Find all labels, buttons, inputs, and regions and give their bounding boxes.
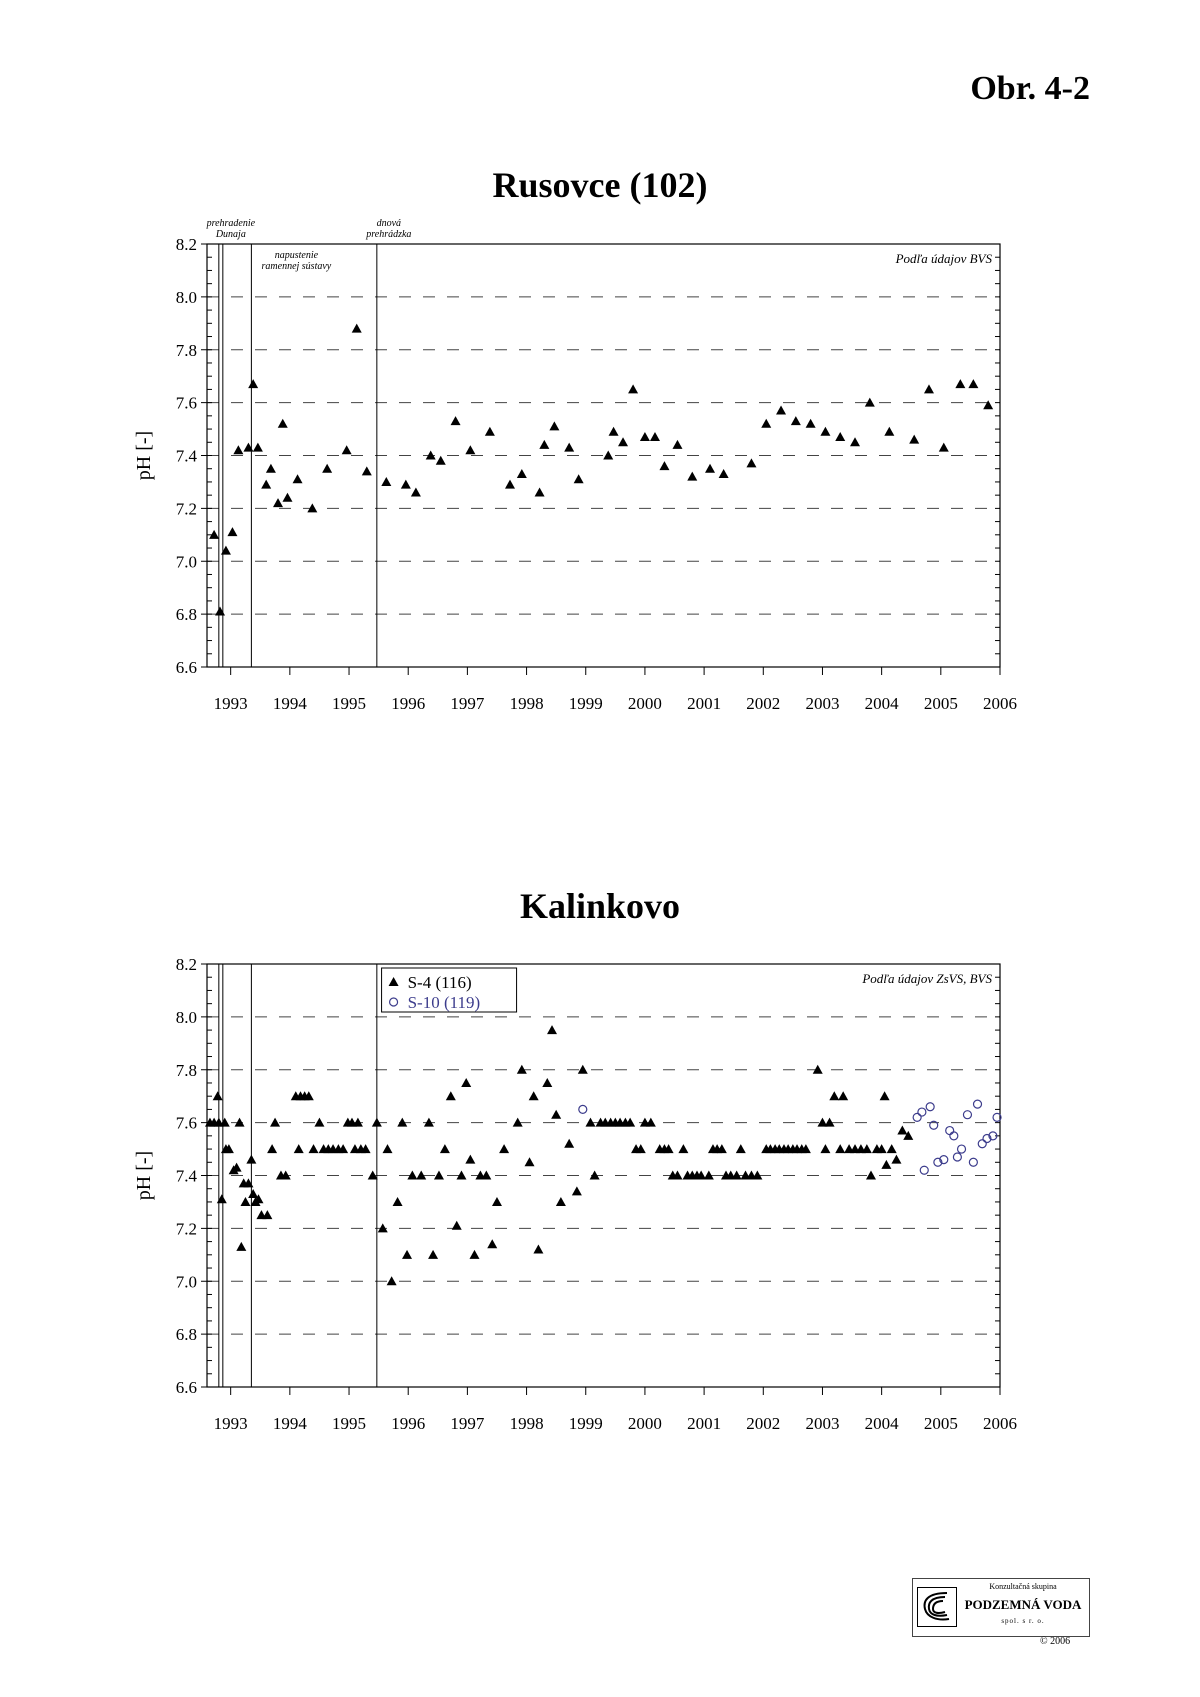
data-point-s-4-116 bbox=[891, 1155, 901, 1164]
data-point-rusovce-102 bbox=[761, 419, 771, 428]
y-axis-label: pH [-] bbox=[133, 1150, 155, 1201]
data-point-s-4-116 bbox=[572, 1186, 582, 1195]
data-point-rusovce-102 bbox=[806, 419, 816, 428]
event-label: dnová bbox=[376, 218, 402, 229]
company-logo-name: PODZEMNÁ VODA bbox=[964, 1597, 1082, 1612]
data-point-rusovce-102 bbox=[465, 445, 475, 454]
data-point-rusovce-102 bbox=[705, 464, 715, 473]
data-point-s-10-119 bbox=[918, 1108, 926, 1116]
x-tick-label: 2000 bbox=[627, 1414, 662, 1433]
chart-kalinkovo bbox=[0, 940, 1200, 1500]
data-point-rusovce-102 bbox=[835, 432, 845, 441]
x-tick-label: 1996 bbox=[391, 1414, 426, 1433]
y-tick-label: 7.6 bbox=[175, 393, 197, 413]
data-point-rusovce-102 bbox=[233, 445, 243, 454]
data-point-rusovce-102 bbox=[820, 427, 830, 436]
data-point-s-4-116 bbox=[492, 1197, 502, 1206]
data-point-rusovce-102 bbox=[983, 400, 993, 409]
data-point-rusovce-102 bbox=[227, 527, 237, 536]
chart-title-kalinkovo: Kalinkovo bbox=[519, 886, 681, 926]
data-point-s-10-119 bbox=[963, 1111, 971, 1119]
data-point-rusovce-102 bbox=[924, 384, 934, 393]
chart-rusovce bbox=[0, 220, 1200, 780]
x-tick-label: 1998 bbox=[509, 1414, 544, 1433]
data-point-s-4-116 bbox=[880, 1091, 890, 1100]
data-point-rusovce-102 bbox=[261, 480, 271, 489]
data-point-s-4-116 bbox=[434, 1171, 444, 1180]
data-point-rusovce-102 bbox=[628, 384, 638, 393]
data-point-rusovce-102 bbox=[293, 474, 303, 483]
data-point-s-4-116 bbox=[487, 1239, 497, 1248]
data-point-rusovce-102 bbox=[640, 432, 650, 441]
source-note: Podľa údajov BVS bbox=[895, 251, 992, 266]
y-tick-label: 7.4 bbox=[175, 1166, 197, 1186]
data-point-s-4-116 bbox=[446, 1091, 456, 1100]
x-tick-label: 1997 bbox=[450, 1414, 485, 1433]
y-tick-label: 8.0 bbox=[175, 287, 197, 307]
data-point-s-4-116 bbox=[461, 1078, 471, 1087]
data-point-s-10-119 bbox=[913, 1113, 921, 1121]
data-point-s-4-116 bbox=[556, 1197, 566, 1206]
x-tick-label: 2006 bbox=[983, 694, 1017, 713]
data-point-rusovce-102 bbox=[266, 464, 276, 473]
data-point-s-4-116 bbox=[452, 1221, 462, 1230]
event-label: napustenie bbox=[274, 250, 319, 261]
x-tick-label: 2005 bbox=[923, 694, 958, 713]
data-point-s-10-119 bbox=[920, 1166, 928, 1174]
x-tick-label: 2001 bbox=[687, 1414, 722, 1433]
x-tick-label: 1994 bbox=[272, 694, 307, 713]
data-point-s-4-116 bbox=[246, 1155, 256, 1164]
data-point-s-4-116 bbox=[213, 1091, 223, 1100]
data-point-s-4-116 bbox=[542, 1078, 552, 1087]
data-point-s-4-116 bbox=[267, 1144, 277, 1153]
data-point-rusovce-102 bbox=[746, 458, 756, 467]
y-tick-label: 8.2 bbox=[175, 955, 197, 974]
y-tick-label: 7.8 bbox=[175, 1060, 197, 1080]
data-point-s-4-116 bbox=[887, 1144, 897, 1153]
data-point-s-4-116 bbox=[678, 1144, 688, 1153]
data-point-rusovce-102 bbox=[549, 421, 559, 430]
y-tick-label: 7.4 bbox=[175, 446, 197, 466]
data-point-s-4-116 bbox=[578, 1065, 588, 1074]
event-label: Dunaja bbox=[215, 229, 246, 240]
data-point-rusovce-102 bbox=[618, 437, 628, 446]
data-point-rusovce-102 bbox=[574, 474, 584, 483]
data-point-rusovce-102 bbox=[215, 606, 225, 615]
data-point-s-4-116 bbox=[564, 1139, 574, 1148]
x-tick-label: 2001 bbox=[687, 694, 722, 713]
data-point-s-4-116 bbox=[387, 1276, 397, 1285]
data-point-rusovce-102 bbox=[278, 419, 288, 428]
x-tick-label: 2004 bbox=[864, 694, 899, 713]
data-point-s-4-116 bbox=[294, 1144, 304, 1153]
data-point-rusovce-102 bbox=[884, 427, 894, 436]
data-point-s-4-116 bbox=[551, 1110, 561, 1119]
data-point-s-4-116 bbox=[829, 1091, 839, 1100]
data-point-s-4-116 bbox=[897, 1126, 907, 1135]
y-tick-label: 6.6 bbox=[175, 1378, 197, 1397]
data-point-s-4-116 bbox=[835, 1144, 845, 1153]
data-point-s-4-116 bbox=[217, 1194, 227, 1203]
y-tick-label: 7.0 bbox=[175, 552, 197, 572]
data-point-s-4-116 bbox=[469, 1250, 479, 1259]
x-tick-label: 1996 bbox=[391, 694, 426, 713]
legend-label: S-10 (119) bbox=[407, 993, 481, 1012]
data-point-s-10-119 bbox=[950, 1132, 958, 1140]
data-point-rusovce-102 bbox=[352, 324, 362, 333]
data-point-rusovce-102 bbox=[322, 464, 332, 473]
x-tick-label: 2000 bbox=[627, 694, 662, 713]
data-point-rusovce-102 bbox=[248, 379, 258, 388]
data-point-s-10-119 bbox=[974, 1100, 982, 1108]
x-tick-label: 1995 bbox=[332, 694, 367, 713]
data-point-rusovce-102 bbox=[909, 435, 919, 444]
data-point-s-4-116 bbox=[866, 1171, 876, 1180]
data-point-s-4-116 bbox=[248, 1189, 258, 1198]
data-point-rusovce-102 bbox=[955, 379, 965, 388]
data-point-s-4-116 bbox=[465, 1155, 475, 1164]
data-point-rusovce-102 bbox=[253, 443, 263, 452]
data-point-rusovce-102 bbox=[362, 466, 372, 475]
company-logo bbox=[912, 1578, 1090, 1637]
data-point-s-4-116 bbox=[440, 1144, 450, 1153]
y-tick-label: 7.0 bbox=[175, 1272, 197, 1292]
x-tick-label: 2003 bbox=[805, 1414, 840, 1433]
event-label: ramennej sústavy bbox=[261, 261, 332, 272]
data-point-s-4-116 bbox=[428, 1250, 438, 1259]
x-tick-label: 2003 bbox=[805, 694, 840, 713]
x-tick-label: 2005 bbox=[923, 1414, 958, 1433]
data-point-s-4-116 bbox=[838, 1091, 848, 1100]
data-point-rusovce-102 bbox=[939, 443, 949, 452]
x-tick-label: 2002 bbox=[746, 1414, 781, 1433]
y-tick-label: 7.2 bbox=[175, 1219, 197, 1239]
y-tick-label: 6.8 bbox=[175, 1325, 197, 1345]
data-point-s-4-116 bbox=[499, 1144, 509, 1153]
data-point-rusovce-102 bbox=[485, 427, 495, 436]
x-tick-label: 2004 bbox=[864, 1414, 899, 1433]
y-tick-label: 7.2 bbox=[175, 499, 197, 519]
data-point-rusovce-102 bbox=[603, 451, 613, 460]
data-point-s-10-119 bbox=[953, 1153, 961, 1161]
legend-label: S-4 (116) bbox=[407, 973, 472, 992]
company-logo-subtitle: Konzultačná skupina bbox=[989, 1582, 1057, 1591]
data-point-s-4-116 bbox=[736, 1144, 746, 1153]
y-tick-label: 6.8 bbox=[175, 605, 197, 625]
data-point-s-4-116 bbox=[525, 1157, 535, 1166]
data-point-s-4-116 bbox=[529, 1091, 539, 1100]
x-tick-label: 1994 bbox=[272, 1414, 307, 1433]
figure-number: Obr. 4-2 bbox=[970, 70, 1090, 107]
data-point-rusovce-102 bbox=[609, 427, 619, 436]
x-tick-label: 1995 bbox=[332, 1414, 367, 1433]
data-point-rusovce-102 bbox=[505, 480, 515, 489]
data-point-rusovce-102 bbox=[517, 469, 527, 478]
data-point-rusovce-102 bbox=[564, 443, 574, 452]
data-point-rusovce-102 bbox=[401, 480, 411, 489]
data-point-s-4-116 bbox=[820, 1144, 830, 1153]
data-point-rusovce-102 bbox=[539, 440, 549, 449]
data-point-rusovce-102 bbox=[791, 416, 801, 425]
y-tick-label: 8.2 bbox=[175, 235, 197, 254]
data-point-rusovce-102 bbox=[381, 477, 391, 486]
company-logo-icon bbox=[917, 1587, 957, 1627]
data-point-rusovce-102 bbox=[243, 443, 253, 452]
data-point-rusovce-102 bbox=[411, 488, 421, 497]
y-tick-label: 6.6 bbox=[175, 658, 197, 677]
company-logo-spol: spol. s r. o. bbox=[1001, 1617, 1045, 1625]
x-tick-label: 2006 bbox=[983, 1414, 1017, 1433]
copyright-note: © 2006 bbox=[1040, 1636, 1071, 1647]
x-tick-label: 1999 bbox=[568, 694, 603, 713]
data-point-rusovce-102 bbox=[719, 469, 729, 478]
x-tick-label: 1999 bbox=[568, 1414, 603, 1433]
x-tick-label: 1998 bbox=[509, 694, 544, 713]
y-tick-label: 7.6 bbox=[175, 1113, 197, 1133]
data-point-rusovce-102 bbox=[282, 493, 292, 502]
data-point-s-10-119 bbox=[969, 1158, 977, 1166]
data-point-rusovce-102 bbox=[968, 379, 978, 388]
data-point-s-10-119 bbox=[926, 1103, 934, 1111]
data-point-rusovce-102 bbox=[672, 440, 682, 449]
data-point-s-4-116 bbox=[402, 1250, 412, 1259]
data-point-s-10-119 bbox=[958, 1145, 966, 1153]
data-point-rusovce-102 bbox=[273, 498, 283, 507]
data-point-s-4-116 bbox=[240, 1197, 250, 1206]
data-point-s-4-116 bbox=[314, 1118, 324, 1127]
data-point-s-4-116 bbox=[881, 1160, 891, 1169]
data-point-s-4-116 bbox=[309, 1144, 319, 1153]
data-point-s-4-116 bbox=[533, 1245, 543, 1254]
data-point-s-4-116 bbox=[393, 1197, 403, 1206]
event-label: prehrádzka bbox=[366, 229, 412, 240]
data-point-s-10-119 bbox=[579, 1105, 587, 1113]
x-tick-label: 1993 bbox=[213, 694, 248, 713]
y-tick-label: 7.8 bbox=[175, 340, 197, 360]
data-point-rusovce-102 bbox=[659, 461, 669, 470]
data-point-rusovce-102 bbox=[687, 472, 697, 481]
data-point-rusovce-102 bbox=[342, 445, 352, 454]
y-axis-label: pH [-] bbox=[133, 430, 155, 481]
data-point-s-10-119 bbox=[946, 1127, 954, 1135]
data-point-rusovce-102 bbox=[535, 488, 545, 497]
data-point-rusovce-102 bbox=[850, 437, 860, 446]
x-tick-label: 2002 bbox=[746, 694, 781, 713]
data-point-rusovce-102 bbox=[776, 406, 786, 415]
data-point-s-4-116 bbox=[382, 1144, 392, 1153]
x-tick-label: 1993 bbox=[213, 1414, 248, 1433]
data-point-s-4-116 bbox=[270, 1118, 280, 1127]
y-tick-label: 8.0 bbox=[175, 1007, 197, 1027]
data-point-rusovce-102 bbox=[451, 416, 461, 425]
x-tick-label: 1997 bbox=[450, 694, 485, 713]
data-point-s-4-116 bbox=[236, 1242, 246, 1251]
data-point-s-10-119 bbox=[978, 1140, 986, 1148]
data-point-rusovce-102 bbox=[650, 432, 660, 441]
chart-title-rusovce: Rusovce (102) bbox=[492, 165, 708, 205]
data-point-rusovce-102 bbox=[436, 456, 446, 465]
event-label: prehradenie bbox=[206, 218, 256, 229]
data-point-s-4-116 bbox=[547, 1025, 557, 1034]
source-note: Podľa údajov ZsVS, BVS bbox=[862, 971, 992, 986]
